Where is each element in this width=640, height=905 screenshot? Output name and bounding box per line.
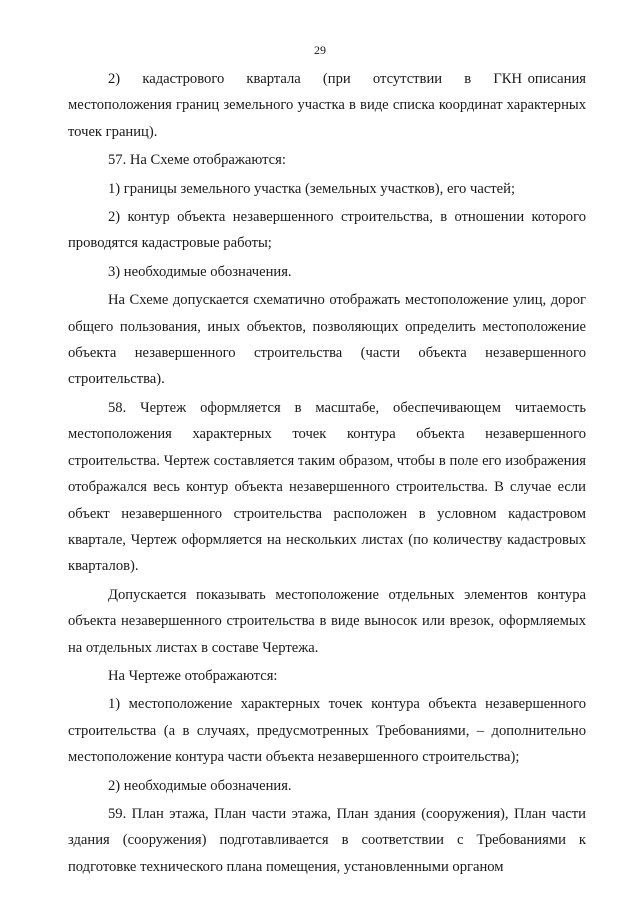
paragraph-scheme-allowed: На Схеме допускается схематично отображать местоположение улиц, дорог общего пользования, иных объектов, позволяющих определить местоположение объекта незавершенного строительства (части объекта незавершенного строительства).: [68, 292, 586, 388]
paragraph-drawing-heading: На Чертеже отображаются:: [108, 667, 278, 684]
paragraph-callouts-allowed: Допускается показывать местоположение отдельных элементов контура объекта незавершенного строительства в виде выносок или врезок, оформляемых на отдельных листах в составе Чертежа.: [68, 586, 586, 656]
paragraph-57-heading: 57. На Схеме отображаются:: [108, 152, 286, 169]
paragraph-58: 58. Чертеж оформляется в масштабе, обеспечивающем читаемость местоположения характерных точек контура объекта незавершенного строительства. Чертеж составляется таким образом, чтобы в поле его изображения отображался весь контур объекта незавершенного строительства. В случае если объект незавершенного строительства расположен в условном кадастровом квартале, Чертеж оформляется на нескольких листах (по количеству кадастровых кварталов).: [68, 399, 586, 575]
document-body: [68, 66, 586, 880]
paragraph-59: 59. План этажа, План части этажа, План здания (сооружения), План части здания (сооружения) подготавливается в соответствии с Требованиями к подготовке технического плана помещения, установленными органом: [68, 805, 586, 875]
paragraph-cadastral-quarter: 2) кадастрового квартала (при отсутствии в ГКН описания местоположения границ земельного участка в виде списка координат характерных точек границ).: [68, 71, 586, 140]
paragraph-57-item-2: 2) контур объекта незавершенного строительства, в отношении которого проводятся кадастровые работы;: [68, 209, 586, 252]
paragraph-57-item-3: 3) необходимые обозначения.: [108, 263, 292, 280]
paragraph-57-item-1: 1) границы земельного участка (земельных участков), его частей;: [108, 180, 516, 197]
paragraph-drawing-item-1: 1) местоположение характерных точек контура объекта незавершенного строительства (а в случаях, предусмотренных Требованиями, – дополнительно местоположение контура части объекта незавершенного строительства);: [68, 696, 586, 766]
paragraph-drawing-item-2: 2) необходимые обозначения.: [108, 777, 292, 794]
page-number: 29: [314, 43, 326, 57]
